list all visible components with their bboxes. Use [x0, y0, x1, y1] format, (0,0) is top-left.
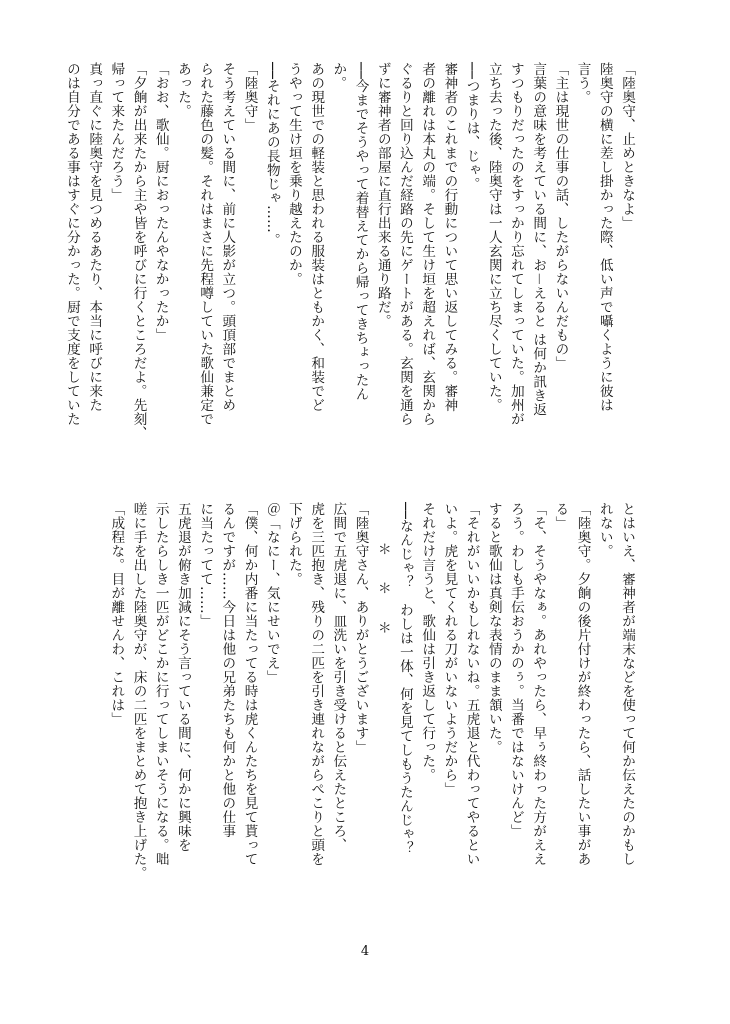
lower-text-line: ＠「なにー、気にせいでえ」: [263, 502, 280, 684]
lower-text-line: に当たってて……」: [197, 502, 214, 628]
upper-text-line: ぐるりと回り込んだ経路の先にゲートがある。玄関を通ら: [396, 62, 413, 426]
upper-text-line: ──今までそうやって着替えてから帰ってきちょったん: [352, 62, 369, 402]
lower-text-line: それだけ言うと、歌仙は引き返して行った。: [419, 502, 436, 782]
upper-text-line: あった。: [174, 62, 191, 118]
lower-text-block: [90, 502, 638, 927]
upper-text-line: 陸奥守の横に差し掛かった際、低い声で囁くように彼は: [596, 62, 613, 412]
lower-text-line: 嗟に手を出した陸奥守が、床の二匹をまとめて抱き上げた。: [130, 502, 147, 880]
upper-text-line: そう考えている間に、前に人影が立つ。頭頂部でまとめ: [219, 62, 236, 412]
lower-text-line: ろう。わしも手伝おうかのぅ。当番ではないけんど」: [507, 502, 524, 838]
upper-text-line: ──それにあの長物じゃ……。: [263, 62, 280, 248]
lower-text-line: 「成程な。目が離せんわ、これは」: [108, 502, 125, 726]
lower-text-line: 「僕、何か内番に当たってる時は虎くんたちを見て貰って: [241, 502, 258, 866]
lower-text-line: とはいえ、審神者が端末などを使って何か伝えたのかもし: [619, 502, 635, 866]
page-number: 4: [360, 944, 370, 959]
upper-text-line: のは自分である事はすぐに分かった。厨で支度をしていた: [63, 62, 80, 426]
upper-text-line: 「主は現世の仕事の話、したがらないんだもの」: [552, 62, 569, 370]
lower-text-line: すると歌仙は真剣な表情のまま頷いた。: [485, 502, 502, 754]
lower-text-line: 「それがいいかもしれないね。五虎退と代わってやるとい: [463, 502, 480, 866]
lower-text-line: れない。: [596, 502, 613, 558]
upper-text-line: 「陸奥守、止めときなよ」: [619, 62, 635, 230]
lower-text-line: ＊ ＊ ＊: [374, 542, 391, 640]
upper-text-line: 言う。: [574, 62, 591, 104]
lower-text-line: ──なんじゃ？ わしは一体、何を見てしもうたんじゃ？: [396, 502, 413, 856]
upper-text-line: 審神者のこれまでの行動について思い返してみる。審神: [441, 62, 458, 412]
upper-text-line: あの現世での軽装と思われる服装はともかく、和装でど: [308, 62, 325, 412]
upper-text-line: 立ち去った後、陸奥守は一人玄関に立ち尽くしていた。: [485, 62, 502, 412]
upper-text-line: 帰って来たんだろう」: [108, 62, 125, 202]
upper-text-line: られた藤色の髪。それはまさに先程噂していた歌仙兼定で: [197, 62, 214, 426]
upper-text-line: 「夕餉が出来たから主や皆を呼びに行くところだよ。先刻、: [130, 62, 147, 440]
upper-text-line: か。: [330, 62, 347, 90]
lower-text-line: いよ。虎を見てくれる刀がいないようだから」: [441, 502, 458, 796]
upper-text-line: 「おお、歌仙。厨におったんやなかったか」: [152, 62, 169, 342]
lower-text-line: 「陸奥守さん、ありがとうございます」: [352, 502, 369, 754]
lower-text-line: 示したらしき一匹がどこかに行ってしまいそうになる。咄: [152, 502, 169, 866]
lower-text-line: るんですが……今日は他の兄弟たちも何かと他の仕事: [219, 502, 236, 838]
lower-text-line: る」: [552, 502, 569, 530]
lower-text-line: 虎を三匹抱き、残りの二匹を引き連れながらぺこりと頭を: [308, 502, 325, 866]
upper-text-line: 者の離れは本丸の端。そして生け垣を超えれば、玄関から: [419, 62, 436, 426]
upper-text-line: ──つまりは、じゃ。: [463, 62, 480, 192]
lower-text-line: 「陸奥守。夕餉の後片付けが終わったら、話したい事があ: [574, 502, 591, 866]
upper-text-line: うやって生け垣を乗り越えたのか。: [285, 62, 302, 286]
upper-text-line: 「陸奥守」: [241, 62, 258, 132]
lower-text-line: 「そ、そうやなぁ。あれやったら、早ぅ終わった方がええ: [530, 502, 547, 866]
upper-text-line: すつもりだったのをすっかり忘れてしまっていた。加州が: [507, 62, 524, 426]
upper-text-line: 言葉の意味を考えている間に、お－えると は何か訊き返: [530, 62, 547, 417]
upper-text-block: [63, 62, 638, 482]
lower-text-line: 下げられた。: [285, 502, 302, 586]
upper-text-line: 真っ直ぐに陸奥守を見つめるあたり、本当に呼びに来た: [86, 62, 103, 412]
lower-text-line: 広間で五虎退に、皿洗いを引き受けると伝えたところ、: [330, 502, 347, 852]
lower-text-line: 五虎退が俯き加減にそう言っている間に、何かに興味を: [174, 502, 191, 852]
upper-text-line: ずに審神者の部屋に直行出来る通り路だ。: [374, 62, 391, 328]
